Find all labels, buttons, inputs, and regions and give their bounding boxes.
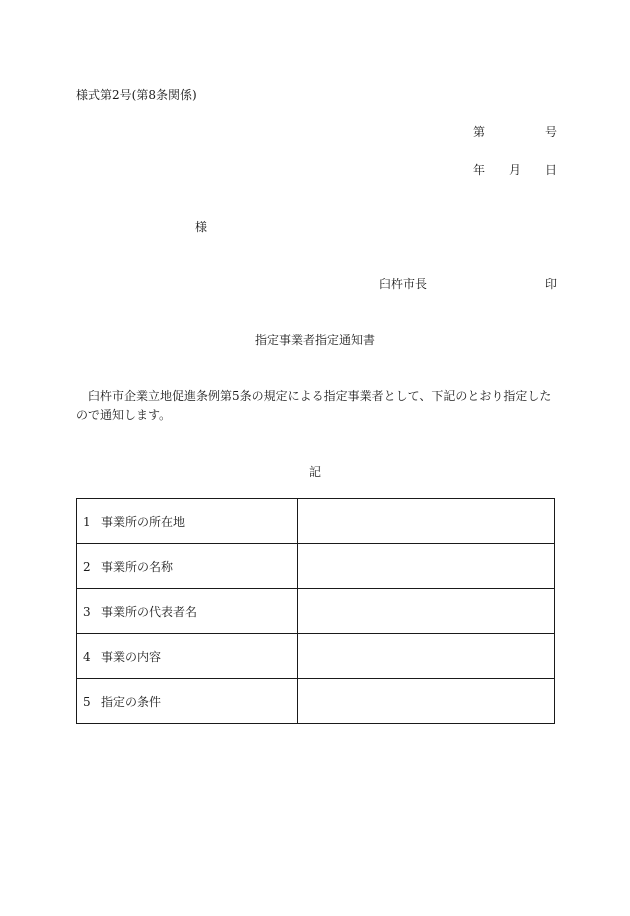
item-label: 事業所の代表者名 [101,604,198,619]
item-number: 5 [83,694,91,709]
table-row [77,544,555,589]
item-label: 事業の内容 [101,649,162,664]
item-value-cell [298,589,555,634]
table-row [77,499,555,544]
recipient-honorific: 様 [195,220,208,234]
item-number: 2 [83,559,91,574]
seal-mark: 印 [545,277,558,291]
date-month-label: 月 [509,163,522,177]
item-number: 1 [83,514,91,529]
date-year-label: 年 [473,163,486,177]
item-value-cell [298,634,555,679]
doc-number-suffix: 号 [545,125,558,139]
item-label: 指定の条件 [101,694,162,709]
item-label-cell [77,499,298,544]
form-number: 様式第2号(第8条関係) [76,88,197,102]
doc-number-prefix: 第 [473,125,486,139]
items-table [76,498,555,724]
item-number: 4 [83,649,91,664]
body-paragraph: 臼杵市企業立地促進条例第5条の規定による指定事業者として、下記のとおり指定したので通知します。 [76,389,552,422]
item-label: 事業所の名称 [101,559,174,574]
table-row [77,589,555,634]
item-value-cell [298,499,555,544]
item-number: 3 [83,604,91,619]
ki-heading: 記 [308,465,321,479]
table-row [77,679,555,724]
item-label-cell [77,679,298,724]
document-title: 指定事業者指定通知書 [254,333,375,347]
item-label: 事業所の所在地 [101,514,186,529]
date-day-label: 日 [545,163,558,177]
item-value-cell [298,679,555,724]
issuer-title: 臼杵市長 [379,277,428,291]
item-value-cell [298,544,555,589]
item-label-cell [77,589,298,634]
item-label-cell [77,544,298,589]
table-row [77,634,555,679]
item-label-cell [77,634,298,679]
